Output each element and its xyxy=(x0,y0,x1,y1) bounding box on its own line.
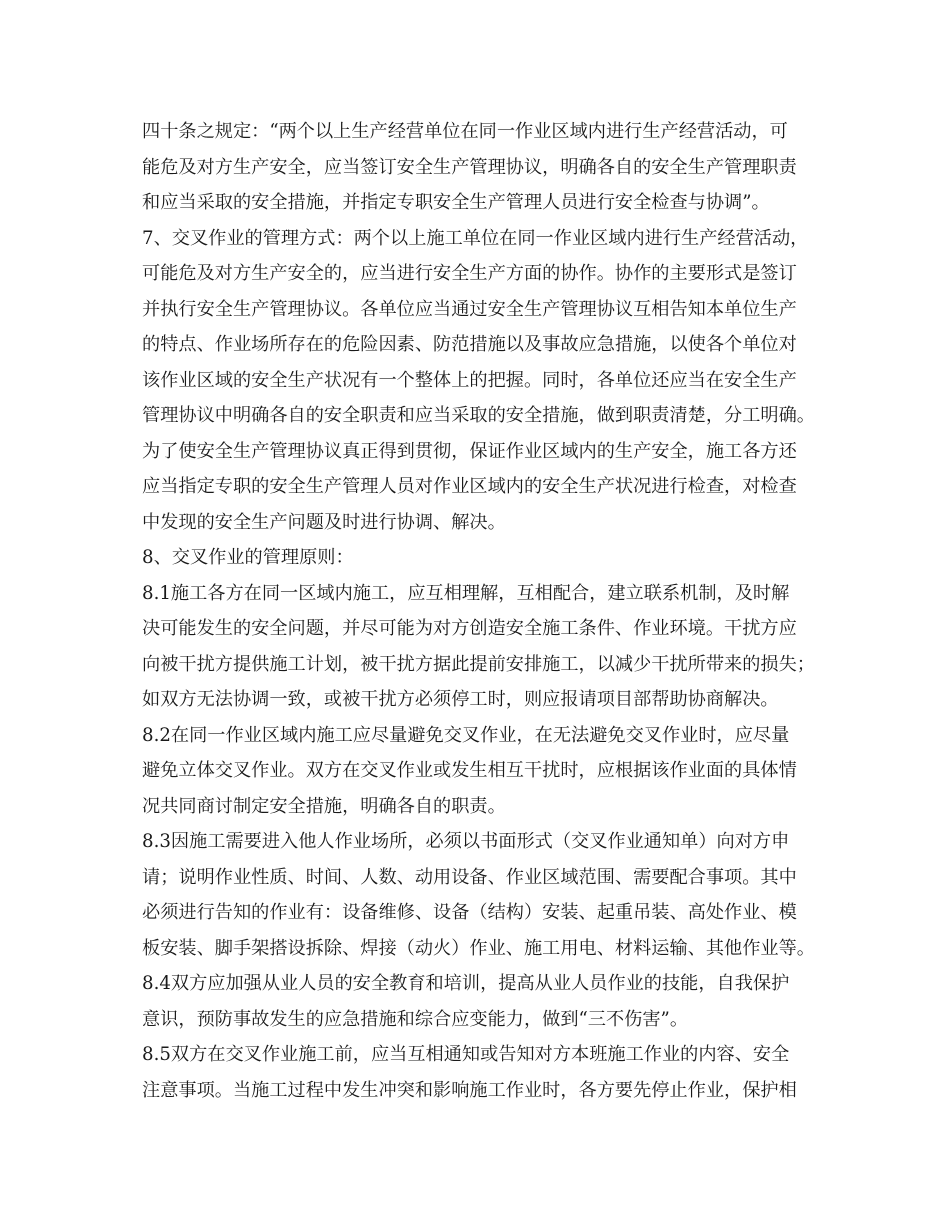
text-line: 管理协议中明确各自的安全职责和应当采取的安全措施，做到职责清楚，分工明确。 xyxy=(142,405,815,426)
text-line: 中发现的安全生产问题及时进行协调、解决。 xyxy=(142,511,506,533)
text-line: 板安装、脚手架搭设拆除、焊接（动火）作业、施工用电、材料运输、其他作业等。 xyxy=(142,937,815,959)
text-line: 注意事项。当施工过程中发生冲突和影响施工作业时，各方要先停止作业，保护相 xyxy=(142,1079,797,1101)
body-text xyxy=(142,114,822,1108)
text-line: 必须进行告知的作业有：设备维修、设备（结构）安装、起重吊装、高处作业、模 xyxy=(142,902,797,923)
text-line: 四十条之规定：“两个以上生产经营单位在同一作业区域内进行生产经营活动，可 xyxy=(142,121,788,142)
text-line: 和应当采取的安全措施，并指定专职安全生产管理人员进行安全检查与协调”。 xyxy=(142,192,770,213)
text-line: 决可能发生的安全问题，并尽可能为对方创造安全施工条件、作业环境。干扰方应 xyxy=(142,618,797,639)
text-line: 8.3因施工需要进入他人作业场所，必须以书面形式（交叉作业通知单）向对方申 xyxy=(142,831,790,852)
text-line: 意识，预防事故发生的应急措施和综合应变能力，做到“三不伤害”。 xyxy=(142,1008,689,1030)
text-line: 况共同商讨制定安全措施，明确各自的职责。 xyxy=(142,795,506,817)
text-line: 8.4双方应加强从业人员的安全教育和培训，提高从业人员作业的技能，自我保护 xyxy=(142,973,790,994)
text-line: 如双方无法协调一致，或被干扰方必须停工时，则应报请项目部帮助协商解决。 xyxy=(142,689,779,710)
text-line: 请；说明作业性质、时间、人数、动用设备、作业区域范围、需要配合事项。其中 xyxy=(142,866,797,888)
text-line: 可能危及对方生产安全的，应当进行安全生产方面的协作。协作的主要形式是签订 xyxy=(142,263,797,284)
text-line: 8、交叉作业的管理原则： xyxy=(142,547,354,568)
text-line: 向被干扰方提供施工计划，被干扰方据此提前安排施工，以减少干扰所带来的损失； xyxy=(142,653,815,675)
text-line: 的特点、作业场所存在的危险因素、防范措施以及事故应急措施，以使各个单位对 xyxy=(142,334,797,355)
text-line: 8.5双方在交叉作业施工前，应当互相通知或告知对方本班施工作业的内容、安全 xyxy=(142,1044,790,1065)
text-line: 并执行安全生产管理协议。各单位应当通过安全生产管理协议互相告知本单位生产 xyxy=(142,298,797,320)
text-line: 应当指定专职的安全生产管理人员对作业区域内的安全生产状况进行检查，对检查 xyxy=(142,476,797,497)
text-line: 为了使安全生产管理协议真正得到贯彻，保证作业区域内的生产安全，施工各方还 xyxy=(142,440,797,462)
text-line: 8.1施工各方在同一区域内施工，应互相理解，互相配合，建立联系机制，及时解 xyxy=(142,582,790,604)
text-line: 该作业区域的安全生产状况有一个整体上的把握。同时，各单位还应当在安全生产 xyxy=(142,369,797,391)
text-line: 8.2在同一作业区域内施工应尽量避免交叉作业，在无法避免交叉作业时，应尽量 xyxy=(142,724,790,746)
text-line: 能危及对方生产安全，应当签订安全生产管理协议，明确各自的安全生产管理职责 xyxy=(142,156,797,178)
text-line: 7、交叉作业的管理方式：两个以上施工单位在同一作业区域内进行生产经营活动， xyxy=(142,227,809,249)
text-line: 避免立体交叉作业。双方在交叉作业或发生相互干扰时，应根据该作业面的具体情 xyxy=(142,760,797,781)
